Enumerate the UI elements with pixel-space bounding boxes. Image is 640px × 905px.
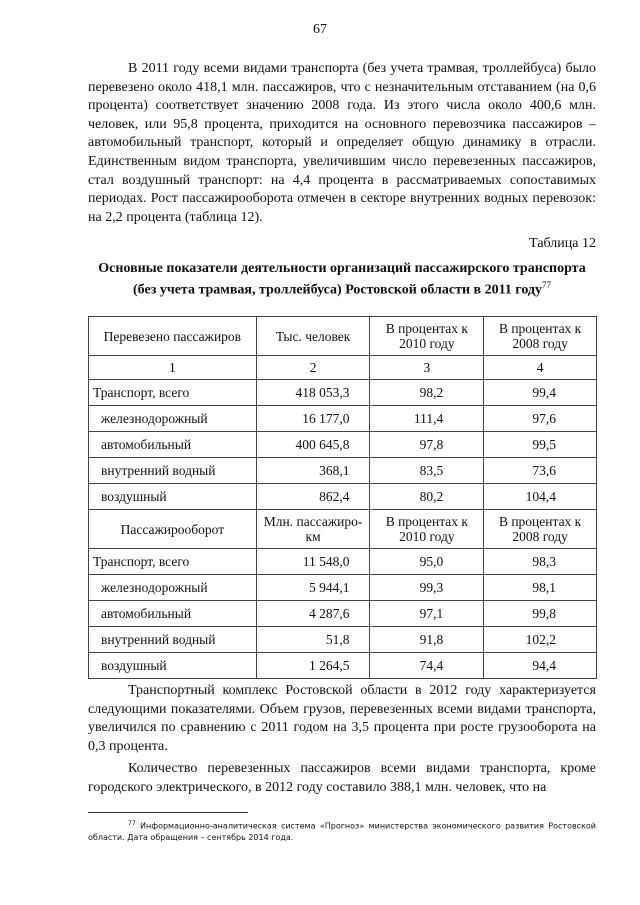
column-number: 3 (370, 356, 484, 380)
value-cell: 418 053,3 (256, 380, 370, 406)
table-row (89, 406, 597, 432)
table-row (89, 432, 597, 458)
value-cell: 98,2 (370, 380, 484, 406)
value-cell: 95,0 (370, 549, 484, 575)
table-row (89, 484, 597, 510)
row-name: железнодорожный (89, 575, 257, 601)
header-cell: В процентах к 2008 году (484, 510, 597, 549)
value-cell: 99,5 (484, 432, 597, 458)
header-cell: Тыс. человек (256, 317, 370, 356)
value-cell: 99,8 (484, 601, 597, 627)
value-cell: 80,2 (370, 484, 484, 510)
table-row (89, 601, 597, 627)
value-cell: 99,3 (370, 575, 484, 601)
row-name: внутренний водный (89, 458, 257, 484)
value-cell: 99,4 (484, 380, 597, 406)
value-cell: 4 287,6 (256, 601, 370, 627)
table-subheader-row (89, 510, 597, 549)
value-cell: 51,8 (256, 627, 370, 653)
value-cell: 104,4 (484, 484, 597, 510)
header-cell: Перевезено пассажиров (89, 317, 257, 356)
footnote (88, 818, 596, 843)
header-cell: Пассажирооборот (89, 510, 257, 549)
value-cell: 98,3 (484, 549, 597, 575)
table-row (89, 653, 597, 679)
row-name: воздушный (89, 653, 257, 679)
table-row (89, 458, 597, 484)
footnote-ref: 77 (542, 280, 551, 290)
column-number-row (89, 356, 597, 380)
value-cell: 97,1 (370, 601, 484, 627)
value-cell: 73,6 (484, 458, 597, 484)
value-cell: 5 944,1 (256, 575, 370, 601)
table-title (88, 260, 596, 299)
value-cell: 400 645,8 (256, 432, 370, 458)
value-cell: 102,2 (484, 627, 597, 653)
footnote-text: Информационно-аналитическая система «Прогноз» министерства экономического развития Ростовской области. Дата обращения – сентябрь 2014 года. (88, 821, 596, 842)
table-title-text: Основные показатели деятельности организаций пассажирского транспорта (без учета трамвая, троллейбуса) Ростовской области в 2011 году (98, 261, 586, 298)
header-cell: В процентах к 2010 году (370, 510, 484, 549)
paragraph-intro: В 2011 году всеми видами транспорта (без учета трамвая, троллейбуса) было перевезено около 418,1 млн. пассажиров, что с незначительным отставанием (на 0,6 процента) соответствует значению 2008 года. Из этого числа около 400,6 млн. человек, или 95,8 процента, приходится на основного перевозчика пассажиров – автомобильный транспорт, который и определяет общую динамику в отрасли. Единственным видом транспорта, увеличившим число перевезенных пассажиров, стал воздушный транспорт: на 4,4 процента в рассматриваемых сопоставимых периодах. Рост пассажирооборота отмечен в секторе внутренних водных перевозок: на 2,2 процента (таблица 12). (88, 61, 596, 225)
table-row (89, 380, 597, 406)
row-name: железнодорожный (89, 406, 257, 432)
paragraph-2012-passengers: Количество перевезенных пассажиров всеми видами транспорта, кроме городского электрического, в 2012 году составило 388,1 млн. человек, что на (88, 761, 596, 795)
page-number: 67 (313, 22, 327, 37)
value-cell: 91,8 (370, 627, 484, 653)
value-cell: 11 548,0 (256, 549, 370, 575)
value-cell: 97,8 (370, 432, 484, 458)
value-cell: 862,4 (256, 484, 370, 510)
value-cell: 74,4 (370, 653, 484, 679)
header-cell: В процентах к 2010 году (370, 317, 484, 356)
header-cell: Млн. пассажиро-км (256, 510, 370, 549)
footnote-number: 77 (128, 820, 136, 827)
row-name: воздушный (89, 484, 257, 510)
column-number: 4 (484, 356, 597, 380)
passenger-transport-table (88, 316, 597, 679)
table-row (89, 549, 597, 575)
table-row (89, 575, 597, 601)
table-label: Таблица 12 (529, 236, 596, 251)
row-name: Транспорт, всего (89, 549, 257, 575)
column-number: 2 (256, 356, 370, 380)
paragraph-2012-overview: Транспортный комплекс Ростовской области в 2012 году характеризуется следующими показателями. Объем грузов, перевезенных всеми видами транспорта, увеличился по сравнению с 2011 годом на 3,5 процента при росте грузооборота на 0,3 процента. (88, 683, 596, 754)
column-number: 1 (89, 356, 257, 380)
table-header-row (89, 317, 597, 356)
value-cell: 98,1 (484, 575, 597, 601)
row-name: автомобильный (89, 601, 257, 627)
value-cell: 83,5 (370, 458, 484, 484)
row-name: автомобильный (89, 432, 257, 458)
row-name: Транспорт, всего (89, 380, 257, 406)
value-cell: 111,4 (370, 406, 484, 432)
value-cell: 16 177,0 (256, 406, 370, 432)
value-cell: 368,1 (256, 458, 370, 484)
value-cell: 94,4 (484, 653, 597, 679)
row-name: внутренний водный (89, 627, 257, 653)
header-cell: В процентах к 2008 году (484, 317, 597, 356)
footnote-divider (88, 812, 248, 813)
value-cell: 97,6 (484, 406, 597, 432)
value-cell: 1 264,5 (256, 653, 370, 679)
table-row (89, 627, 597, 653)
